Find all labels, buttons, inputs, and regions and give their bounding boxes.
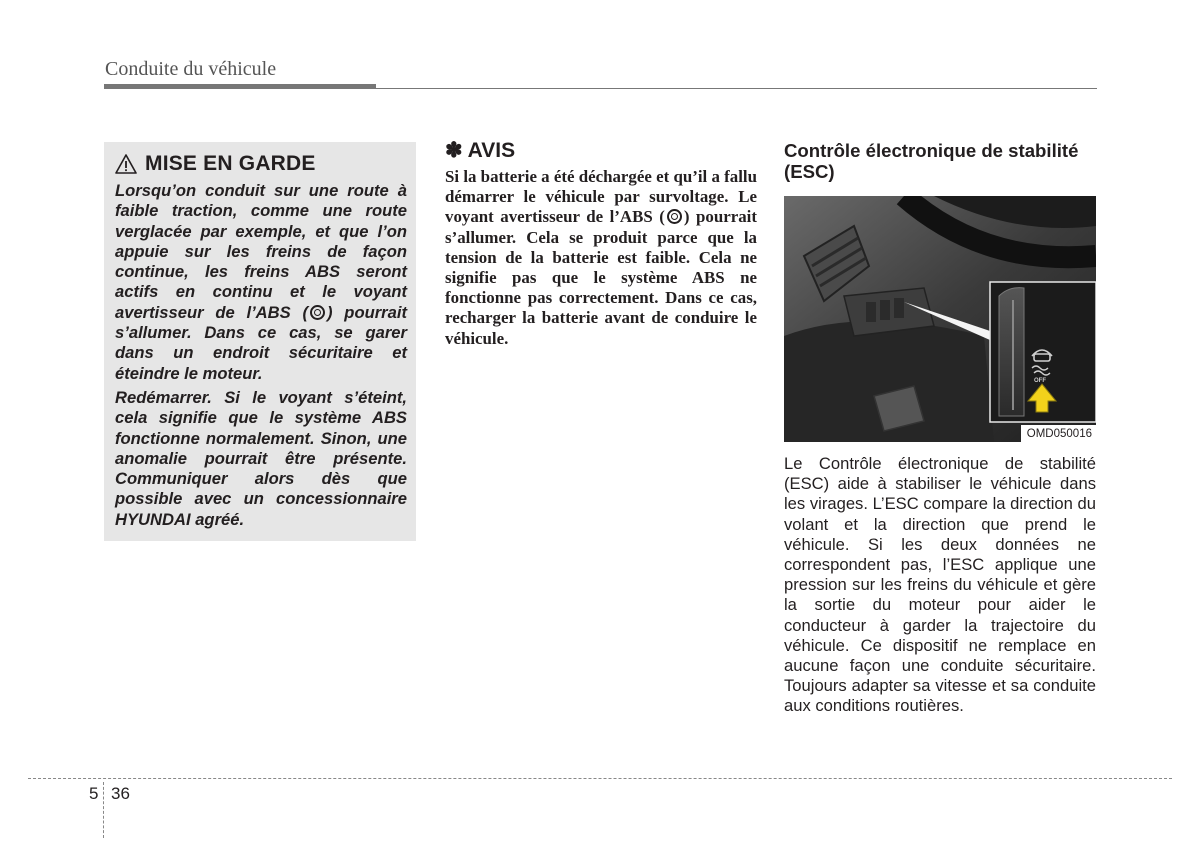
esc-body-text: Le Contrôle électronique de stabilité (ESC) aide à stabiliser le véhicule dans les virages. L’ESC compare la direction du volant et la direction que prend le véhicule. Si les deux données ne correspondent pas, l’ESC applique une pression sur les freins du véhicule et gère la sortie du moteur pour aider le conducteur à garder la trajectoire du véhicule. Ce dispositif ne remplace en aucune façon une conduite sécuritaire. Toujours adapter sa vitesse et sa conduite aux conditions routières. bbox=[784, 454, 1096, 716]
warning-header bbox=[115, 150, 407, 178]
warning-box bbox=[104, 142, 416, 541]
avis-title: AVIS bbox=[467, 139, 516, 162]
footer-vertical-divider bbox=[103, 782, 104, 838]
avis-text-part: Si la batterie a été déchargée et qu’il a fallu démarrer le véhicule par survoltage. Le voyant avertisseur de l’ABS ( bbox=[445, 167, 757, 227]
abs-warning-icon bbox=[667, 209, 682, 224]
asterisk-icon: ✽ bbox=[445, 139, 463, 162]
avis-paragraph bbox=[445, 167, 757, 349]
abs-warning-icon bbox=[310, 305, 325, 320]
esc-off-label: OFF bbox=[1034, 378, 1046, 384]
footer-divider bbox=[28, 778, 1172, 779]
chapter-number: 5 bbox=[89, 784, 99, 803]
page-header-title: Conduite du véhicule bbox=[105, 58, 277, 80]
header-rule bbox=[104, 84, 376, 89]
dashboard-illustration bbox=[784, 196, 1096, 442]
page-number: 36 bbox=[111, 784, 130, 803]
image-code-label: OMD050016 bbox=[1021, 425, 1096, 442]
warning-title: MISE EN GARDE bbox=[145, 152, 316, 175]
warning-paragraph-1 bbox=[115, 181, 407, 384]
warning-text-part: Lorsqu’on conduit sur une route à faible traction, comme une route verglacée par exemple, et que l’on appuie sur les freins de façon continue, les freins ABS seront actifs en continu et le voyant avertisseur de l’ABS ( bbox=[115, 181, 407, 322]
header-rule-thin bbox=[376, 88, 1097, 89]
avis-heading bbox=[445, 138, 515, 163]
warning-triangle-icon bbox=[115, 154, 137, 174]
esc-heading: Contrôle électronique de stabilité (ESC) bbox=[784, 140, 1079, 182]
esc-dashboard-photo bbox=[784, 196, 1096, 442]
avis-text-part: ) pourrait s’allumer. Cela se produit parce que la tension de la batterie est faible. Cela ne signifie pas que le système ABS ne fonctionne pas correctement. Dans ce cas, recharger la batterie avant de conduire le véhicule. bbox=[445, 207, 757, 348]
warning-paragraph-2: Redémarrer. Si le voyant s’éteint, cela signifie que le système ABS fonctionne normalement. Sinon, une anomalie pourrait être présente. Communiquer alors dès que possible avec un concessionnaire HYUNDAI agréé. bbox=[115, 387, 407, 529]
warning-text-part: ) pourrait s’allumer. Dans ce cas, se garer dans un endroit sécuritaire et éteindre le moteur. bbox=[115, 302, 407, 383]
